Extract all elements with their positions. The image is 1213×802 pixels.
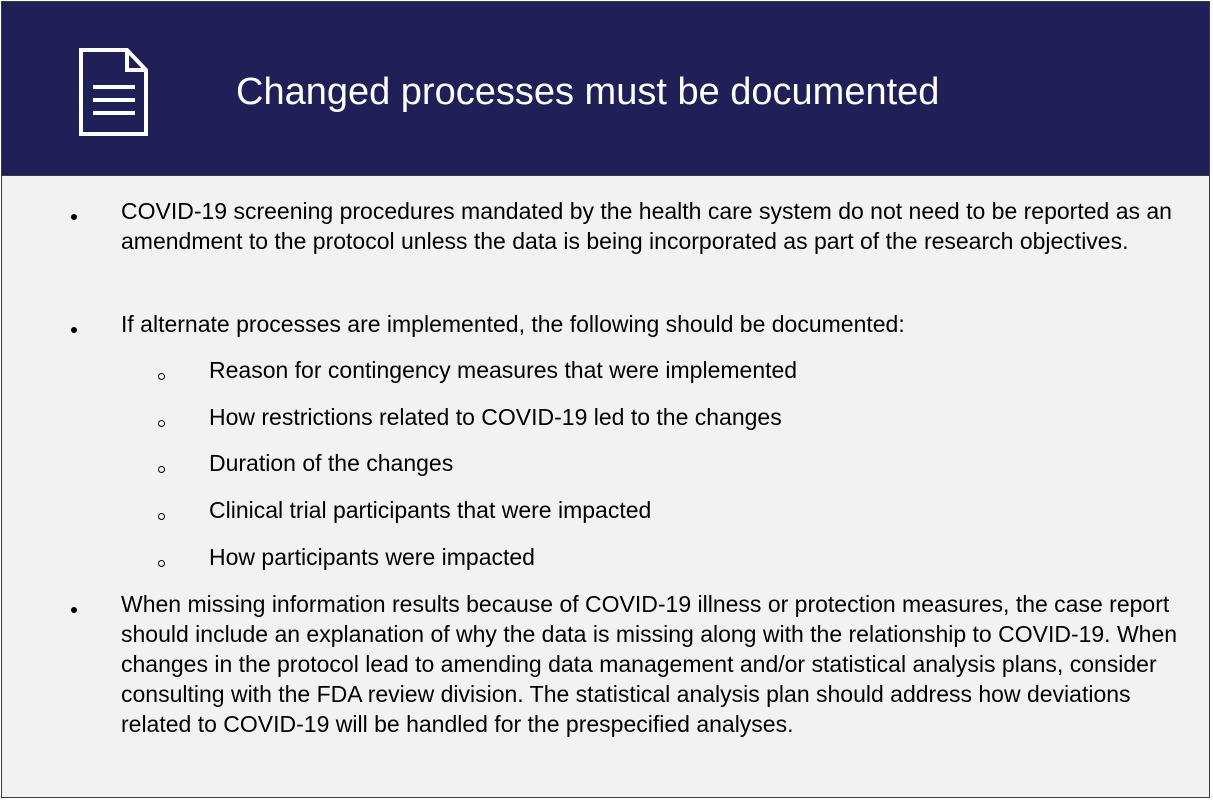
slide [1, 1, 1210, 798]
list-item: If alternate processes are implemented, the following should be documented: [121, 311, 905, 337]
document-icon [77, 46, 149, 138]
sub-list-item: Duration of the changes [209, 450, 454, 476]
sub-bullet-marker [158, 560, 165, 567]
sub-list-item: How participants were impacted [209, 544, 535, 570]
sub-list-item: Clinical trial participants that were impacted [209, 497, 652, 523]
sub-list-item: Reason for contingency measures that were implemented [209, 357, 798, 383]
list-item: When missing information results because of COVID-19 illness or protection measures, the case report should include an explanation of why the data is missing along with the relationship to COVID-19. When changes in the protocol lead to amending data management and/or statistical analysis plans, consider consulting with the FDA review division. The statistical analysis plan should address how deviations related to COVID-19 will be handled for the prespecified analyses. [121, 591, 1178, 737]
bullet-marker [71, 214, 77, 220]
bullet-marker [71, 607, 77, 613]
sub-bullet-marker [158, 420, 165, 427]
sub-bullet-marker [158, 373, 165, 380]
bullet-marker [71, 327, 77, 333]
page-title: Changed processes must be documented [236, 71, 940, 113]
header-banner [2, 2, 1209, 176]
sub-bullet-marker [158, 466, 165, 473]
list-item: COVID-19 screening procedures mandated by the health care system do not need to be reported as an amendment to the protocol unless the data is being incorporated as part of the research objectives. [121, 198, 1172, 254]
sub-bullet-marker [158, 513, 165, 520]
sub-list-item: How restrictions related to COVID-19 led to the changes [209, 404, 782, 430]
